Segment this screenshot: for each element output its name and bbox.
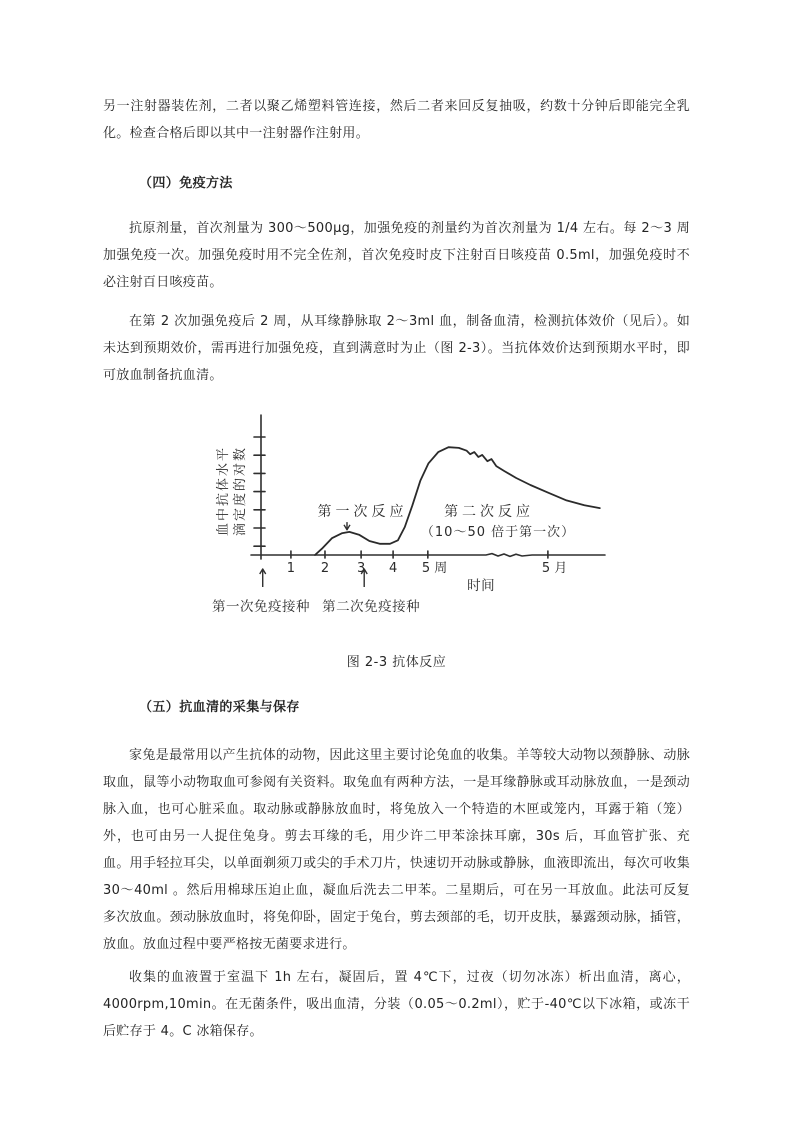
paragraph-serum-storage: 收集的血液置于室温下 1h 左右，凝固后，置 4℃下，过夜（切勿冰冻）析出血清，离心，4000rpm,10min。在无菌条件，吸出血清，分装（0.05～0.2ml），贮于-40℃以下冰箱，或冻干后贮存于 4。C 冰箱保存。 (103, 970, 690, 1039)
paragraph-adjuvant-emulsify: 另一注射器装佐剂，二者以聚乙烯塑料管连接，然后二者来回反复抽吸，约数十分钟后即能完全乳化。检查合格后即以其中一注射器作注射用。 (103, 99, 690, 141)
chart-annotation: （10～50 倍于第一次） (420, 525, 576, 541)
injection-label: 第一次免疫接种 (212, 599, 310, 615)
y-axis-title: 血中抗体水平 (216, 445, 231, 537)
x-tick-label: 4 (388, 561, 398, 576)
antibody-response-figure (203, 405, 690, 621)
x-tick-label: 2 (320, 561, 330, 576)
y-axis-title: 滴定度的对数 (233, 445, 248, 537)
x-tick-label: 1 (286, 561, 296, 576)
chart-annotation: 第二次反应 (444, 503, 535, 520)
chart-annotation: 第一次反应 (317, 503, 408, 520)
x-tick-label: 5 周 (421, 561, 448, 576)
paragraph-antigen-dose: 抗原剂量，首次剂量为 300～500μg，加强免疫的剂量约为首次剂量为 1/4 左右。每 2～3 周加强免疫一次。加强免疫时用不完全佐剂，首次免疫时皮下注射百日咳疫苗 0.5ml，加强免疫时不必注射百日咳疫苗。 (103, 221, 690, 290)
injection-label: 第二次免疫接种 (322, 599, 421, 615)
x-tick-label: 3 (356, 561, 366, 576)
paragraph-booster-titer: 在第 2 次加强免疫后 2 周，从耳缘静脉取 2～3ml 血，制备血清，检测抗体效价（见后）。如未达到预期效价，需再进行加强免疫，直到满意时为止（图 2-3）。当抗体效价达到预期水平时，即可放血制备抗血清。 (103, 314, 690, 383)
paragraph-rabbit-bleeding: 家兔是最常用以产生抗体的动物，因此这里主要讨论兔血的收集。羊等较大动物以颈静脉、动脉取血，鼠等小动物取血可参阅有关资料。取兔血有两种方法，一是耳缘静脉或耳动脉放血，一是颈动脉入血，也可心脏采血。取动脉或静脉放血时，将兔放入一个特造的木匣或笼内，耳露于箱（笼）外，也可由另一人捉住兔身。剪去耳缘的毛，用少许二甲苯涂抹耳廓，30s 后，耳血管扩张、充血。用手轻拉耳尖，以单面剃须刀或尖的手术刀片，快速切开动脉或静脉，血液即流出，每次可收集 30～40ml 。然后用棉球压迫止血，凝血后洗去二甲苯。二星期后，可在另一耳放血。此法可反复多次放血。颈动脉放血时，将兔仰卧，固定于兔台，剪去颈部的毛，切开皮肤，暴露颈动脉，插管，放血。放血过程中要严格按无菌要求进行。 (103, 748, 690, 952)
antibody-response-chart (203, 405, 615, 617)
section-heading-antiserum-collection: （五）抗血清的采集与保存 (139, 700, 300, 715)
x-axis-title: 时间 (467, 578, 496, 594)
figure-caption: 图 2-3 抗体反应 (346, 655, 447, 670)
section-heading-immunization-method: （四）免疫方法 (139, 176, 233, 191)
x-tick-label: 5 月 (541, 561, 568, 576)
